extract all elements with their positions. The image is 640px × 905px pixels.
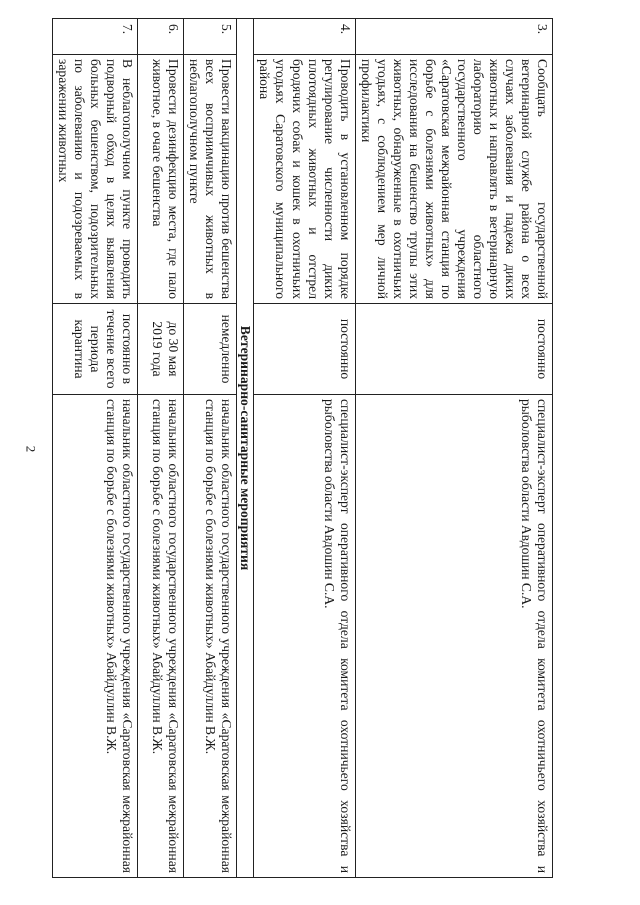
- row-number: 3.: [355, 19, 552, 55]
- rotated-table-container: [56, 18, 553, 878]
- section-title: Ветеринарно-санитарные мероприятия: [237, 19, 254, 878]
- measures-table-wrapper: [56, 18, 553, 878]
- responsible-cell: специалист-эксперт оперативного отдела комитета охотничьего хозяйства и рыболовства области Авдошин С.А.: [355, 395, 552, 878]
- table-row: [138, 19, 184, 878]
- responsible-cell: начальник областного государственного учреждения «Саратовская межрайонная станция по борьбе с болезнями животных» Абайдуллин В.Ж.: [53, 395, 138, 878]
- action-cell: Провести дезинфекцию места, где пало животное, в очаге бешенства: [138, 55, 184, 304]
- measures-table: [52, 18, 553, 878]
- responsible-cell: специалист-эксперт оперативного отдела комитета охотничьего хозяйства и рыболовства области Авдошин С.А.: [254, 395, 355, 878]
- term-cell: постоянно: [254, 304, 355, 395]
- table-row: [355, 19, 552, 878]
- action-cell: Проводить в установленном порядке регулирование численности диких плотоядных животных и отстрел бродячих собак и кошек в охотничьих угодьях Саратовского муниципального района: [254, 55, 355, 304]
- responsible-cell: начальник областного государственного учреждения «Саратовская межрайонная станция по борьбе с болезнями животных» Абайдуллин В.Ж.: [138, 395, 184, 878]
- page-number: 2: [23, 445, 39, 453]
- term-cell: постоянно: [355, 304, 552, 395]
- table-row: [184, 19, 237, 878]
- row-number: 4.: [254, 19, 355, 55]
- row-number: 7.: [53, 19, 138, 55]
- row-number: 5.: [184, 19, 237, 55]
- action-cell: Сообщать государственной ветеринарной службе района о всех случаях заболевания и падежа диких животных и направлять в ветеринарную лабораторию областного государственного учреждения «Саратовская межрайонная станция по борьбе с болезнями животных» для исследования на бешенство трупы этих животных, обнаруженные в охотничьих угодьях, с соблюдением мер личной профилактики: [355, 55, 552, 304]
- term-cell: немедленно: [184, 304, 237, 395]
- section-header-row: [237, 19, 254, 878]
- term-cell: постоянно в течение всего периода карантина: [53, 304, 138, 395]
- action-cell: В неблагополучном пункте проводить подворный обход в целях выявления больных бешенством, подозрительных по заболеванию и подозреваемых в заражении животных: [53, 55, 138, 304]
- action-cell: Провести вакцинацию против бешенства всех восприимчивых животных в неблагополучном пункте: [184, 55, 237, 304]
- term-cell: до 30 мая 2019 года: [138, 304, 184, 395]
- table-row: [53, 19, 138, 878]
- row-number: 6.: [138, 19, 184, 55]
- table-row: [254, 19, 355, 878]
- responsible-cell: начальник областного государственного учреждения «Саратовская межрайонная станция по борьбе с болезнями животных» Абайдуллин В.Ж.: [184, 395, 237, 878]
